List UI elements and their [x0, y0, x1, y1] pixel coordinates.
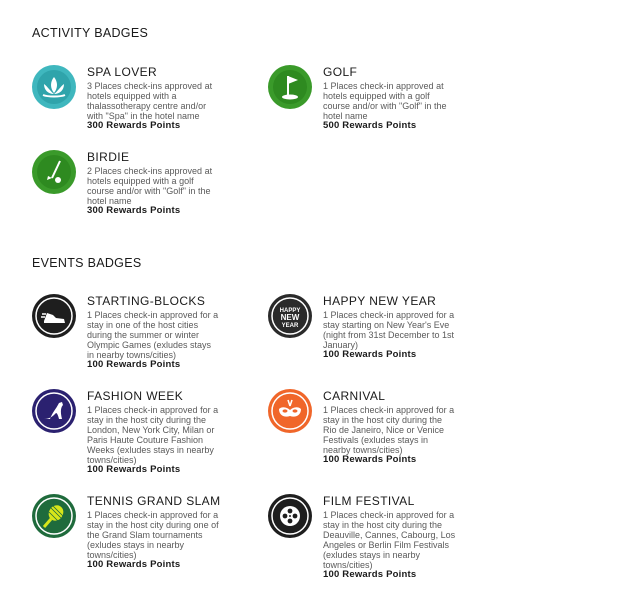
badge-description: 1 Places check-in approved for a stay in the host city during the Rio de Janeiro, Nice or Venice Festivals (exludes stays in nearby towns/cities) — [323, 405, 455, 455]
badge-name: FILM FESTIVAL — [323, 494, 415, 508]
badge-name: SPA LOVER — [87, 65, 158, 79]
badge-points: 100 Rewards Points — [87, 559, 181, 570]
badge-points: 300 Rewards Points — [87, 205, 181, 216]
badge-name: HAPPY NEW YEAR — [323, 294, 437, 308]
carnival-mask-icon — [268, 389, 312, 433]
badge-points: 100 Rewards Points — [87, 464, 181, 475]
high-heel-icon — [32, 389, 76, 433]
badge-description: 1 Places check-in approved at hotels equipped with a golf course and/or with "Golf" in the hotel name — [323, 81, 447, 121]
film-reel-icon — [268, 494, 312, 538]
badge-points: 500 Rewards Points — [323, 120, 417, 131]
icon-text-year: YEAR — [281, 323, 299, 329]
badge-name: GOLF — [323, 65, 358, 79]
running-shoe-icon — [32, 294, 76, 338]
badge-name: FASHION WEEK — [87, 389, 184, 403]
badge-description: 1 Places check-in approved for a stay starting on New Year's Eve (night from 31st December to 1st January) — [323, 310, 455, 350]
badge-points: 100 Rewards Points — [323, 569, 417, 580]
golf-flag-icon — [268, 65, 312, 109]
tennis-racket-icon — [32, 494, 76, 538]
badge-name: STARTING-BLOCKS — [87, 294, 206, 308]
lotus-icon — [32, 65, 76, 109]
activity-badges-title: ACTIVITY BADGES — [32, 26, 149, 40]
badge-points: 100 Rewards Points — [323, 454, 417, 465]
badge-description: 1 Places check-in approved for a stay in the host city during the Deauville, Cannes, Cabourg, Los Angeles or Berlin Film Festivals (exludes stays in nearby towns/cities) — [323, 510, 456, 570]
badge-name: TENNIS GRAND SLAM — [87, 494, 221, 508]
badge-description: 1 Places check-in approved for a stay in one of the host cities during the summer or winter Olympic Games (exludes stays in nearby towns/cities) — [87, 310, 219, 360]
badge-description: 1 Places check-in approved for a stay in the host city during the London, New York City, Milan or Paris Haute Couture Fashion Weeks (exludes stays in nearby towns/cities) — [87, 405, 219, 465]
badge-description: 2 Places check-ins approved at hotels equipped with a golf course and/or with "Golf" in the hotel name — [87, 166, 213, 206]
badge-name: CARNIVAL — [323, 389, 386, 403]
badge-points: 100 Rewards Points — [323, 349, 417, 360]
badge-name: BIRDIE — [87, 150, 130, 164]
icon-text-new: NEW — [280, 313, 300, 322]
golf-club-icon — [32, 150, 76, 194]
events-badges-title: EVENTS BADGES — [32, 256, 142, 270]
badge-description: 3 Places check-ins approved at hotels equipped with a thalassotherapy centre and/or with "Spa" in the hotel name — [87, 81, 213, 121]
happy-new-year-icon — [268, 294, 312, 338]
badge-description: 1 Places check-in approved for a stay in the host city during one of the Grand Slam tournaments (exludes stays in nearby towns/cities) — [87, 510, 219, 560]
badge-points: 300 Rewards Points — [87, 120, 181, 131]
icon-text-happy: HAPPY — [279, 308, 301, 314]
badge-points: 100 Rewards Points — [87, 359, 181, 370]
